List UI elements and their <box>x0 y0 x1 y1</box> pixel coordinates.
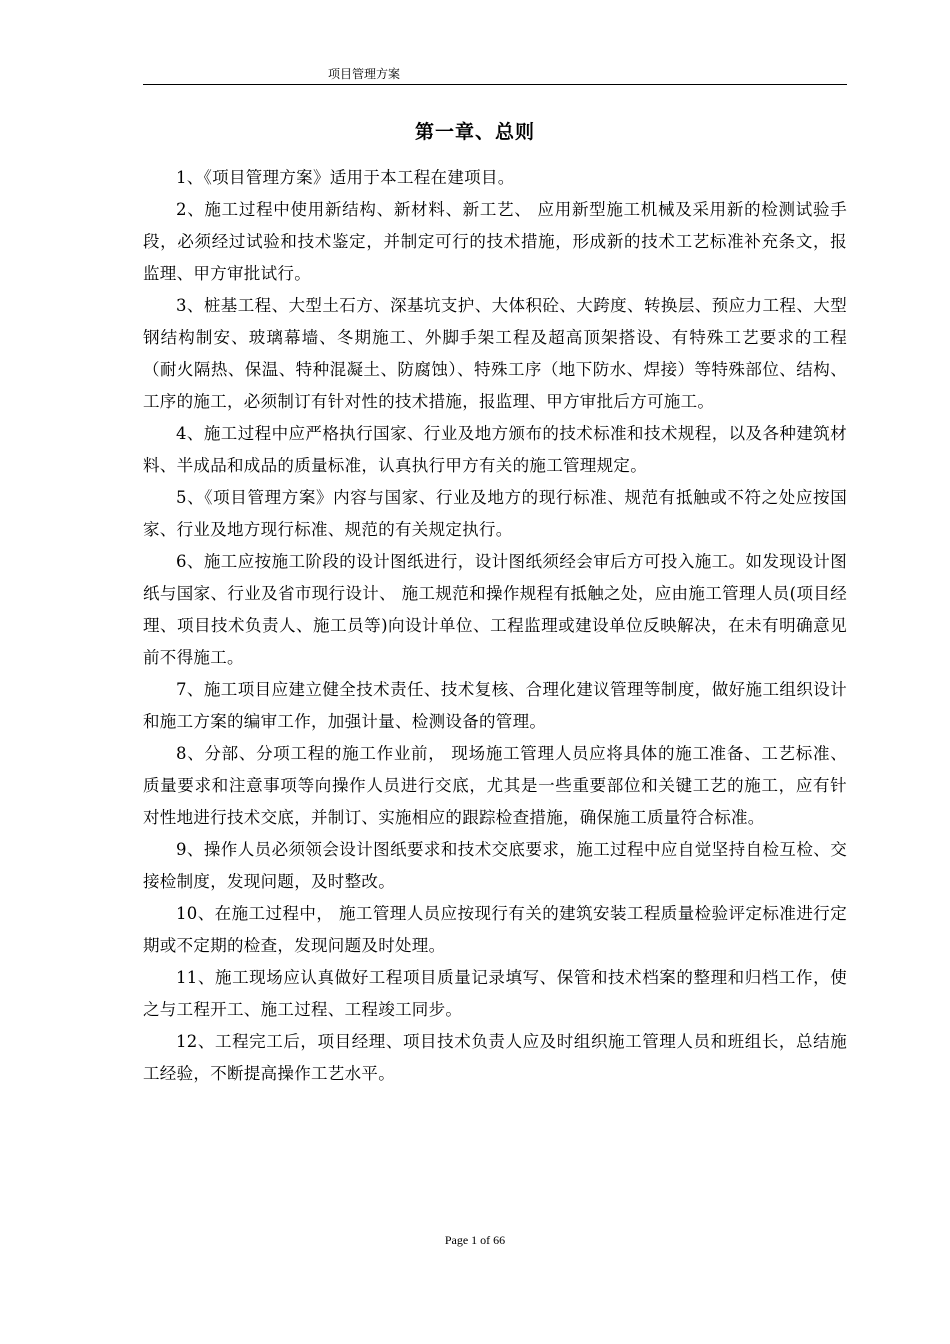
paragraph-8: 8、分部、分项工程的施工作业前， 现场施工管理人员应将具体的施工准备、工艺标准、质量要求和注意事项等向操作人员进行交底，尤其是一些重要部位和关键工艺的施工，应有针对性地进行技术交底，并制订、实施相应的跟踪检查措施，确保施工质量符合标准。 <box>143 744 847 827</box>
body-text <box>143 162 847 1090</box>
running-header: 项目管理方案 <box>328 67 401 81</box>
paragraph-11: 11、施工现场应认真做好工程项目质量记录填写、保管和技术档案的整理和归档工作，使之与工程开工、施工过程、工程竣工同步。 <box>143 968 847 1019</box>
paragraph-2: 2、施工过程中使用新结构、新材料、新工艺、 应用新型施工机械及采用新的检测试验手段，必须经过试验和技术鉴定，并制定可行的技术措施，形成新的技术工艺标准补充条文，报监理、甲方审批试行。 <box>143 200 847 283</box>
paragraph-1: 1、《项目管理方案》适用于本工程在建项目。 <box>176 168 515 187</box>
paragraph-3: 3、桩基工程、大型土石方、深基坑支护、大体积砼、大跨度、转换层、预应力工程、大型钢结构制安、玻璃幕墙、冬期施工、外脚手架工程及超高顶架搭设、有特殊工艺要求的工程（耐火隔热、保温、特种混凝土、防腐蚀）、特殊工序（地下防水、焊接）等特殊部位、结构、工序的施工，必须制订有针对性的技术措施，报监理、甲方审批后方可施工。 <box>143 296 847 411</box>
paragraph-7: 7、施工项目应建立健全技术责任、技术复核、合理化建议管理等制度，做好施工组织设计和施工方案的编审工作，加强计量、检测设备的管理。 <box>143 680 847 731</box>
header-divider <box>143 84 847 85</box>
paragraph-12: 12、工程完工后，项目经理、项目技术负责人应及时组织施工管理人员和班组长，总结施工经验，不断提高操作工艺水平。 <box>143 1032 847 1083</box>
page-number: Page 1 of 66 <box>444 1233 506 1247</box>
chapter-title: 第一章、总则 <box>414 121 535 143</box>
paragraph-9: 9、操作人员必须领会设计图纸要求和技术交底要求，施工过程中应自觉坚持自检互检、交接检制度，发现问题，及时整改。 <box>143 840 847 891</box>
paragraph-5: 5、《项目管理方案》内容与国家、行业及地方的现行标准、规范有抵触或不符之处应按国家、行业及地方现行标准、规范的有关规定执行。 <box>143 488 847 539</box>
paragraph-10: 10、在施工过程中， 施工管理人员应按现行有关的建筑安装工程质量检验评定标准进行定期或不定期的检查，发现问题及时处理。 <box>143 904 847 955</box>
paragraph-4: 4、施工过程中应严格执行国家、行业及地方颁布的技术标准和技术规程，以及各种建筑材料、半成品和成品的质量标准，认真执行甲方有关的施工管理规定。 <box>143 424 847 475</box>
paragraph-6: 6、施工应按施工阶段的设计图纸进行，设计图纸须经会审后方可投入施工。如发现设计图纸与国家、行业及省市现行设计、 施工规范和操作规程有抵触之处，应由施工管理人员(项目经理、项目技术负责人、施工员等)向设计单位、工程监理或建设单位反映解决，在未有明确意见前不得施工。 <box>143 552 847 667</box>
